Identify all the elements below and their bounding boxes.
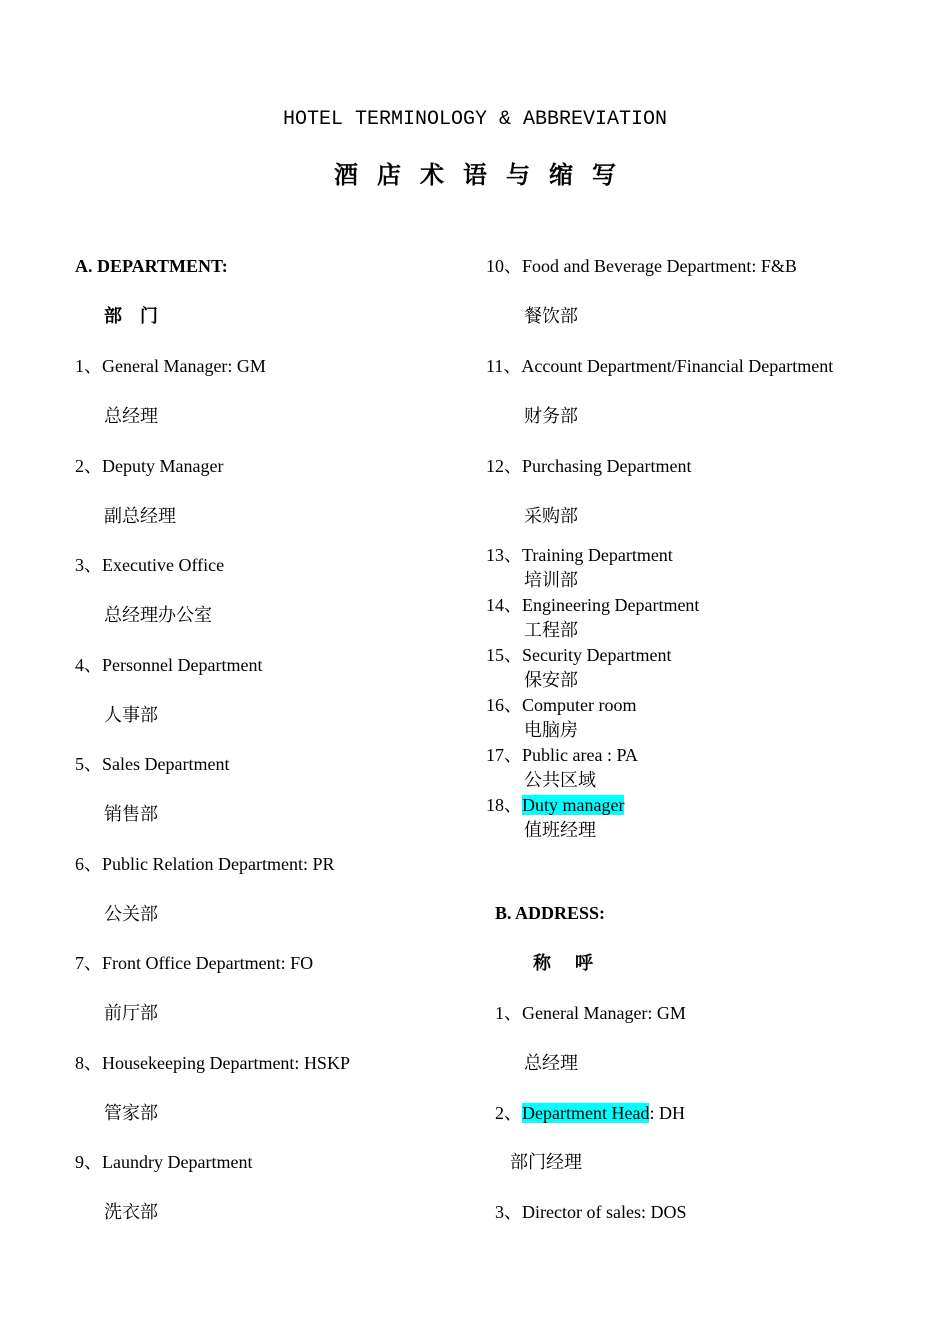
list-item-translation: 管家部 (104, 1103, 158, 1123)
list-item: 17、Public area : PA (486, 745, 638, 765)
list-item: 9、Laundry Department (75, 1152, 253, 1172)
list-item-translation: 财务部 (524, 406, 578, 426)
highlighted-term: Duty manager (522, 795, 625, 815)
list-item: 7、Front Office Department: FO (75, 953, 314, 973)
list-item-translation: 人事部 (104, 705, 158, 725)
list-item-translation: 公关部 (104, 904, 158, 924)
highlighted-term: Department Head (522, 1103, 650, 1123)
list-item: 11、Account Department/Financial Department (486, 356, 834, 376)
list-item: 3、Director of sales: DOS (495, 1202, 687, 1222)
list-item: 13、Training Department (486, 545, 673, 565)
list-item-translation: 值班经理 (524, 820, 596, 840)
list-item: 12、Purchasing Department (486, 456, 692, 476)
list-item: 16、Computer room (486, 695, 637, 715)
list-item-translation: 总经理 (524, 1053, 578, 1073)
list-item: 6、Public Relation Department: PR (75, 854, 335, 874)
list-item: 8、Housekeeping Department: HSKP (75, 1053, 350, 1073)
list-item-translation: 公共区域 (524, 770, 596, 790)
list-item: 14、Engineering Department (486, 595, 700, 615)
title-english: HOTEL TERMINOLOGY & ABBREVIATION (282, 108, 668, 131)
list-item-translation: 保安部 (524, 670, 578, 690)
list-item-translation: 餐饮部 (524, 306, 578, 326)
list-item-translation: 前厅部 (104, 1003, 158, 1023)
list-item: 10、Food and Beverage Department: F&B (486, 256, 797, 276)
list-item: 1、General Manager: GM (495, 1003, 686, 1023)
list-item: 15、Security Department (486, 645, 672, 665)
list-item-translation: 工程部 (524, 620, 578, 640)
title-chinese: 酒店术语与缩写 (334, 163, 635, 189)
list-item: 1、General Manager: GM (75, 356, 266, 376)
list-item: 2、Department Head: DH (495, 1103, 685, 1123)
list-item-translation: 销售部 (104, 804, 158, 824)
section-a-subheading: 部门 (104, 306, 176, 326)
list-item-translation: 电脑房 (524, 720, 578, 740)
list-item: 18、Duty manager (486, 795, 625, 815)
list-item-translation: 部门经理 (510, 1152, 582, 1172)
list-item: 2、Deputy Manager (75, 456, 224, 476)
section-a-heading: A. DEPARTMENT: (75, 256, 228, 276)
list-item-translation: 副总经理 (104, 506, 176, 526)
list-item-translation: 采购部 (524, 506, 578, 526)
section-b-heading: B. ADDRESS: (495, 903, 606, 923)
list-item-translation: 洗衣部 (104, 1202, 158, 1222)
list-item-translation: 总经理 (104, 406, 158, 426)
list-item: 4、Personnel Department (75, 655, 263, 675)
list-item-translation: 总经理办公室 (104, 605, 212, 625)
list-item: 5、Sales Department (75, 754, 230, 774)
list-item-translation: 培训部 (524, 570, 578, 590)
list-item: 3、Executive Office (75, 555, 225, 575)
section-b-subheading: 称呼 (533, 953, 617, 973)
